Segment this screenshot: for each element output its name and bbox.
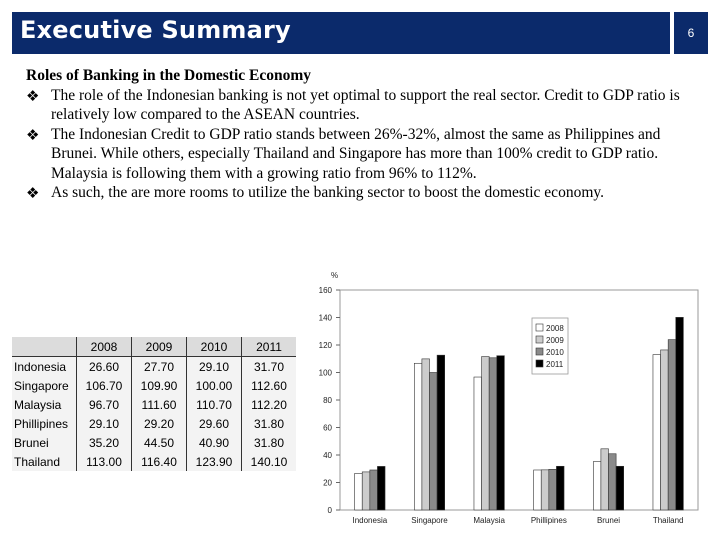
bar bbox=[437, 355, 445, 510]
page-number-box bbox=[674, 12, 708, 54]
bar bbox=[549, 469, 557, 510]
diamond-bullet-icon: ❖ bbox=[26, 125, 40, 144]
table-row bbox=[12, 414, 296, 433]
bar bbox=[534, 470, 542, 510]
table-row bbox=[12, 452, 296, 471]
bar bbox=[556, 466, 564, 510]
bar bbox=[377, 466, 385, 510]
table-cell: 29.10 bbox=[77, 414, 132, 433]
page-number: 6 bbox=[687, 26, 695, 40]
table-cell: 123.90 bbox=[187, 452, 242, 471]
y-tick-label: 100 bbox=[318, 368, 332, 378]
bar bbox=[616, 466, 624, 510]
slide-title: Executive Summary bbox=[20, 16, 291, 44]
y-tick-label: 80 bbox=[323, 396, 332, 405]
title-bar bbox=[12, 12, 670, 54]
bar bbox=[482, 357, 490, 510]
table-cell: 31.70 bbox=[242, 357, 297, 377]
bar bbox=[355, 473, 363, 510]
table-header-cell: 2008 bbox=[77, 337, 132, 357]
bar bbox=[541, 470, 549, 510]
legend-label: 2011 bbox=[546, 360, 564, 369]
legend-label: 2008 bbox=[546, 324, 564, 333]
bar bbox=[668, 340, 676, 510]
credit-gdp-bar-chart bbox=[300, 268, 700, 536]
bullet-item bbox=[26, 86, 692, 125]
table-row bbox=[12, 357, 296, 377]
y-axis-label: % bbox=[331, 271, 339, 280]
bar bbox=[414, 363, 422, 510]
table-corner-cell bbox=[12, 337, 77, 357]
bullet-item bbox=[26, 183, 692, 203]
table-cell: 29.10 bbox=[187, 357, 242, 377]
diamond-bullet-icon: ❖ bbox=[26, 184, 40, 202]
bullet-text: As such, the are more rooms to utilize the banking sector to boost the domestic economy. bbox=[51, 184, 604, 201]
table-row-label: Malaysia bbox=[14, 397, 62, 412]
legend-swatch bbox=[536, 360, 543, 367]
bar bbox=[676, 317, 684, 510]
bar bbox=[661, 350, 669, 510]
table-cell: 112.20 bbox=[242, 395, 297, 414]
y-tick-label: 120 bbox=[318, 341, 332, 350]
table-header-cell: 2011 bbox=[242, 337, 297, 357]
bar bbox=[422, 359, 430, 510]
table-row-label: Indonesia bbox=[14, 359, 67, 374]
x-category-label: Thailand bbox=[652, 516, 684, 525]
bullet-list bbox=[26, 86, 692, 203]
y-tick-label: 140 bbox=[318, 313, 332, 323]
table-cell: 140.10 bbox=[242, 452, 297, 471]
table-header-row bbox=[12, 337, 296, 357]
bar bbox=[497, 356, 505, 510]
table-cell: 116.40 bbox=[132, 452, 187, 471]
table-cell: 111.60 bbox=[132, 395, 187, 414]
bar bbox=[474, 377, 482, 510]
table-cell: 35.20 bbox=[77, 433, 132, 452]
y-tick-label: 160 bbox=[318, 286, 332, 295]
bullet-text: The role of the Indonesian banking is not yet optimal to support the real sector. Credit to GDP ratio is relatively low compared to the ASEAN countries. bbox=[51, 86, 680, 123]
y-tick-label: 0 bbox=[327, 506, 332, 515]
table-cell: 31.80 bbox=[242, 433, 297, 452]
table-row-label: Thailand bbox=[14, 454, 61, 469]
table-row-label: Brunei bbox=[14, 435, 49, 450]
table-cell: 40.90 bbox=[187, 433, 242, 452]
table-cell: 113.00 bbox=[77, 452, 132, 471]
table-cell: 29.60 bbox=[187, 414, 242, 433]
bar bbox=[593, 462, 601, 510]
table-row bbox=[12, 433, 296, 452]
bar bbox=[653, 355, 661, 510]
y-tick-label: 40 bbox=[323, 451, 332, 460]
x-category-label: Phillipines bbox=[530, 516, 567, 525]
table-cell: 29.20 bbox=[132, 414, 187, 433]
table-cell: 112.60 bbox=[242, 376, 297, 395]
table-header-cell: 2009 bbox=[132, 337, 187, 357]
legend-swatch bbox=[536, 336, 543, 343]
plot-area bbox=[340, 290, 698, 510]
table-row-label: Phillipines bbox=[14, 416, 69, 431]
bar bbox=[362, 472, 370, 510]
x-category-label: Indonesia bbox=[352, 516, 388, 525]
legend-label: 2009 bbox=[546, 336, 564, 345]
bar bbox=[489, 358, 497, 510]
credit-gdp-table bbox=[12, 337, 296, 471]
section-subheading: Roles of Banking in the Domestic Economy bbox=[26, 67, 312, 84]
table-row bbox=[12, 395, 296, 414]
table-cell: 109.90 bbox=[132, 376, 187, 395]
legend-label: 2010 bbox=[546, 348, 564, 357]
x-category-label: Brunei bbox=[596, 516, 621, 525]
legend-swatch bbox=[536, 348, 543, 355]
bullet-text: The Indonesian Credit to GDP ratio stands between 26%-32%, almost the same as Philippines and Brunei. While others, especially Thailand and Singapore has more than 100% credit to GDP ratio. Malaysia is following them with a growing ratio from 96% to 112%. bbox=[51, 125, 661, 182]
table-cell: 96.70 bbox=[77, 395, 132, 414]
diamond-bullet-icon: ❖ bbox=[26, 86, 40, 105]
table-row bbox=[12, 376, 296, 395]
table-cell: 100.00 bbox=[187, 376, 242, 395]
slide-content bbox=[26, 66, 692, 203]
bullet-item bbox=[26, 125, 692, 184]
table-cell: 26.60 bbox=[77, 357, 132, 377]
bar bbox=[601, 449, 609, 510]
table-row-label: Singapore bbox=[14, 378, 69, 393]
table-cell: 27.70 bbox=[132, 357, 187, 377]
table-cell: 44.50 bbox=[132, 433, 187, 452]
bar bbox=[609, 454, 617, 510]
bar bbox=[430, 373, 438, 511]
table-cell: 110.70 bbox=[187, 395, 242, 414]
legend-swatch bbox=[536, 324, 543, 331]
y-tick-label: 60 bbox=[323, 423, 332, 433]
table-header-cell: 2010 bbox=[187, 337, 242, 357]
table-cell: 31.80 bbox=[242, 414, 297, 433]
bar bbox=[370, 470, 378, 510]
table-cell: 106.70 bbox=[77, 376, 132, 395]
x-category-label: Malaysia bbox=[473, 516, 505, 525]
y-tick-label: 20 bbox=[323, 478, 332, 488]
x-category-label: Singapore bbox=[411, 516, 448, 525]
